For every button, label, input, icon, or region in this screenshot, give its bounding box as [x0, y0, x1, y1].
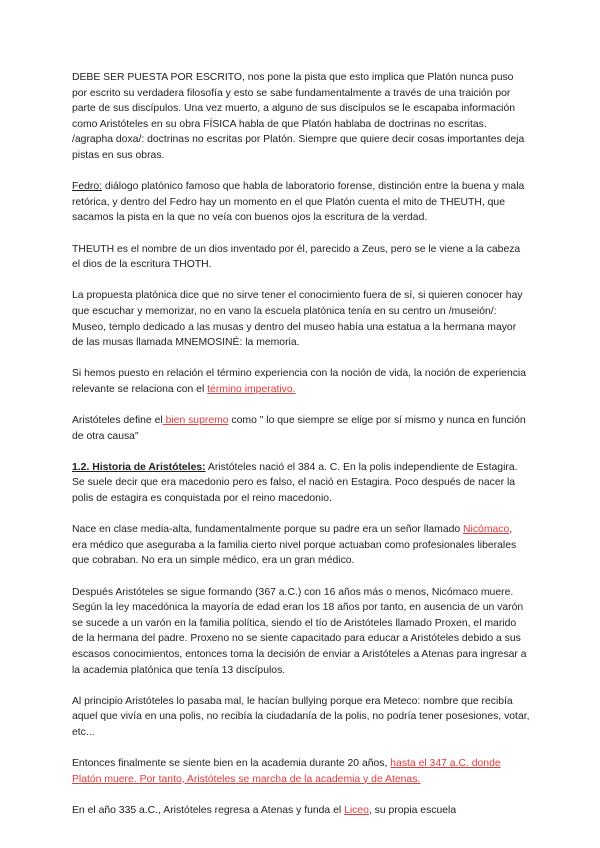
- paragraph-text: Aristóteles define el: [72, 415, 163, 427]
- paragraph-text: , era médico que aseguraba a la familia cierto nivel porque actuaban como profesionales liberales que cobraban. No era un simple médico, era un gran médico.: [72, 524, 517, 567]
- link-nicomaco[interactable]: Nicómaco: [463, 524, 510, 536]
- paragraph-formacion: [72, 585, 530, 679]
- paragraph-text: DEBE SER PUESTA POR ESCRITO, nos pone la pista que esto implica que Platón nunca puso por escrito su verdadera filosofía y esto se sabe fundamentalmente a través de una traición por parte de sus discípulos. Una vez muerto, a alguno de sus discípulos se le escapaba información como Aristóteles en su obra FÍSICA habla de que Platón hablaba de doctrinas no escritas. /agrapha doxa/: doctrinas no escritas por Platón. Siempre que quiere decir cosas importantes deja pistas en sus obras.: [72, 72, 525, 161]
- link-termino-imperativo[interactable]: término imperativo.: [207, 383, 296, 395]
- paragraph-theuth: [72, 242, 530, 273]
- paragraph-nicomaco: [72, 522, 530, 569]
- paragraph-meteco: [72, 694, 530, 741]
- paragraph-liceo: [72, 803, 530, 819]
- fedro-term: Fedro:: [72, 181, 103, 193]
- paragraph-bien-supremo: [72, 413, 530, 444]
- paragraph-experiencia: [72, 366, 530, 397]
- paragraph-text: , su propia escuela: [368, 804, 457, 816]
- paragraph-escrito: [72, 70, 530, 164]
- paragraph-text: En el año 335 a.C., Aristóteles regresa a Atenas y funda el: [72, 804, 345, 816]
- paragraph-text: Al principio Aristóteles lo pasaba mal, le hacían bullying porque era Meteco: nombre que recibía aquel que vivía en una polis, no recibía la ciudadanía de la polis, no podría tener posesiones, votar, etc...: [72, 695, 530, 738]
- section-heading: 1.2. Historia de Aristóteles:: [72, 461, 206, 473]
- paragraph-academia: [72, 756, 530, 787]
- paragraph-text: Aristóteles nació el 384 a. C. En la polis independiente de Estagira. Se suele decir que era macedonio pero es falso, el nació en Estagira. Poco después de nacer la polis de estagira es conquistada por el reino macedonio.: [72, 461, 518, 505]
- paragraph-text: Después Aristóteles se sigue formando (367 a.C.) con 16 años más o menos, Nicómaco muere. Según la ley macedónica la mayoría de edad eran los 18 años por tanto, en ausencia de un varón se sucede a un varón en la familia política, siendo el tío de Aristóteles llamado Proxen, el marido de la hermana del padre. Proxeno no se siente capacitado para educar a Aristóteles debido a sus escasos conocimientos, entonces toma la decisión de enviar a Aristóteles a Atenas para ingresar a la academia platónica que tenía 13 discípulos.: [72, 586, 527, 676]
- link-bien-supremo[interactable]: bien supremo: [162, 415, 229, 427]
- paragraph-text: como " lo que siempre se elige por sí mismo y nunca en función de otra causa": [72, 415, 526, 442]
- paragraph-text: diálogo platónico famoso que habla de laboratorio forense, distinción entre la buena y mala retórica, y dentro del Fedro hay un momento en el que Platón cuenta el mito de THEUTH, que sacamos la pista en la que no veía con buenos ojos la escritura de la verdad.: [72, 181, 525, 224]
- document-body: [72, 70, 530, 834]
- paragraph-fedro: [72, 179, 530, 226]
- paragraph-historia: [72, 460, 530, 507]
- paragraph-text: THEUTH es el nombre de un dios inventado por él, parecido a Zeus, pero se le viene a la cabeza el dios de la escritura THOTH.: [72, 243, 521, 271]
- link-liceo[interactable]: Liceo: [344, 804, 369, 816]
- paragraph-propuesta: [72, 288, 530, 350]
- link-platon-muere[interactable]: hasta el 347 a.C. donde Platón muere. Por tanto, Aristóteles se marcha de la academia y de Atenas.: [72, 758, 501, 785]
- paragraph-text: La propuesta platónica dice que no sirve tener el conocimiento fuera de sí, si quieren conocer hay que escuchar y memorizar, no en vano la escuela platónica tenía en su centro un /museión/: Museo, templo dedicado a las musas y dentro del museo había una estatua a la hermana mayor de las musas llamada MNEMOSINÉ: la memoria.: [72, 290, 523, 349]
- paragraph-text: Nace en clase media-alta, fundamentalmente porque su padre era un señor llamado: [72, 524, 464, 536]
- paragraph-text: Si hemos puesto en relación el término experiencia con la noción de vida, la noción de experiencia relevante se relaciona con el: [72, 368, 527, 395]
- paragraph-text: Entonces finalmente se siente bien en la academia durante 20 años,: [72, 758, 391, 770]
